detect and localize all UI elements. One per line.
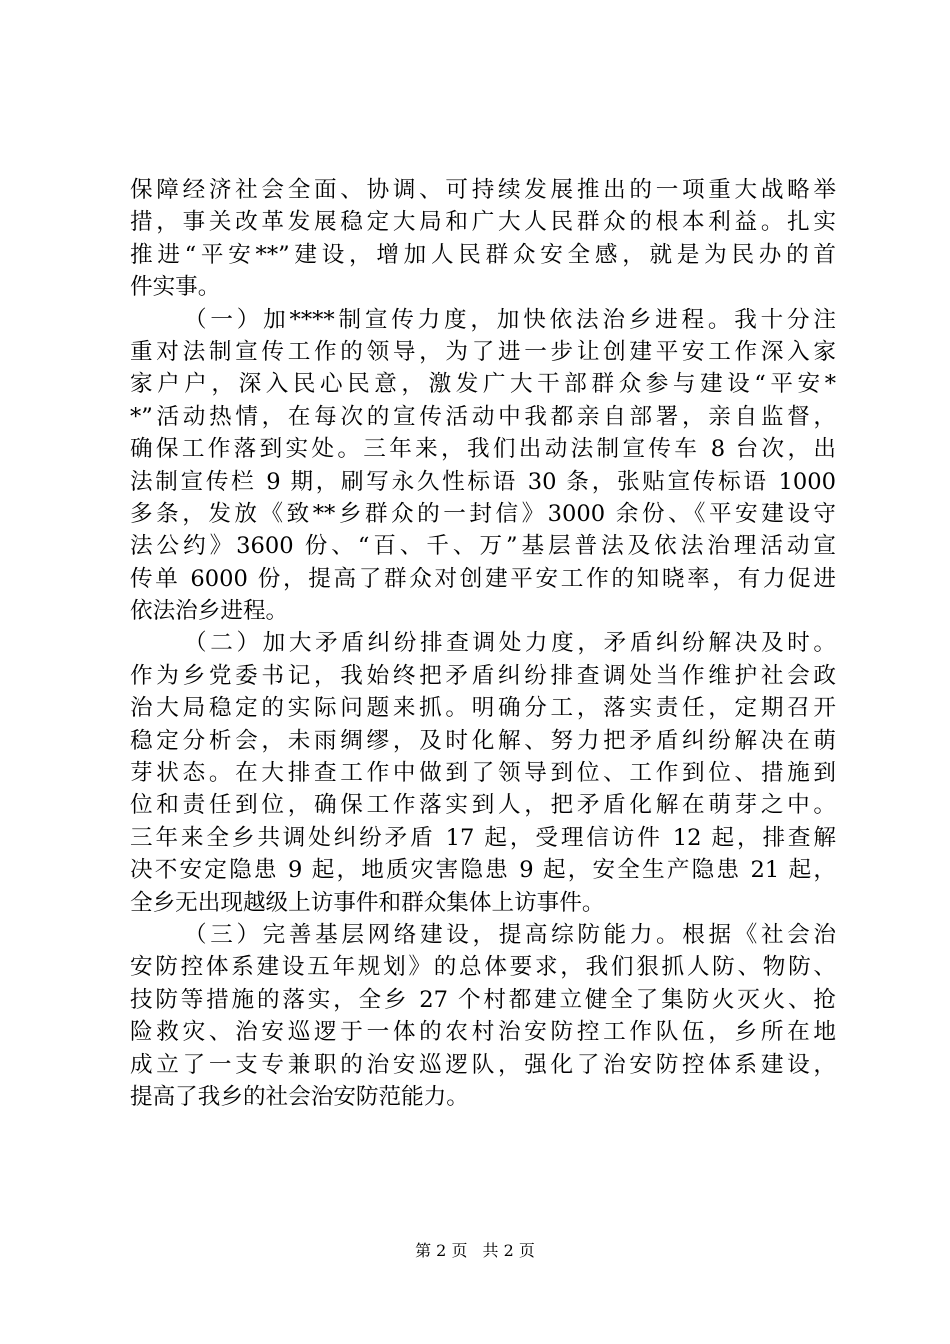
text-line: （一）加****制宣传力度，加快依法治乡进程。我十分注 bbox=[184, 306, 836, 333]
text-line: （三）完善基层网络建设，提高综防能力。根据《社会治 bbox=[184, 921, 836, 948]
text-line: 法制宣传栏 9 期，刷写永久性标语 30 条，张贴宣传标语 1000 bbox=[130, 468, 836, 495]
text-line: 位和责任到位，确保工作落实到人，把矛盾化解在萌芽之中。 bbox=[130, 792, 836, 819]
text-line: 作为乡党委书记，我始终把矛盾纠纷排查调处当作维护社会政 bbox=[130, 662, 836, 689]
text-line: 成立了一支专兼职的治安巡逻队，强化了治安防控体系建设， bbox=[130, 1051, 836, 1078]
text-line: 芽状态。在大排查工作中做到了领导到位、工作到位、措施到 bbox=[130, 760, 836, 787]
text-line: 依法治乡进程。 bbox=[130, 598, 289, 625]
document-body bbox=[130, 174, 836, 1113]
text-line: 家户户，深入民心民意，激发广大干部群众参与建设“平安* bbox=[130, 371, 836, 398]
text-line: 稳定分析会，未雨绸缪，及时化解、努力把矛盾纠纷解决在萌 bbox=[130, 727, 836, 754]
text-line: 三年来全乡共调处纠纷矛盾 17 起，受理信访件 12 起，排查解 bbox=[130, 824, 836, 851]
page-footer bbox=[0, 1240, 950, 1262]
text-line: 多条，发放《致**乡群众的一封信》3000 余份、《平安建设守 bbox=[130, 500, 836, 527]
page-total: 共 2 页 bbox=[482, 1241, 535, 1260]
text-line: 推进“平安**”建设，增加人民群众安全感，就是为民办的首 bbox=[130, 241, 836, 268]
text-line: 提高了我乡的社会治安防范能力。 bbox=[130, 1083, 469, 1110]
text-line: 决不安定隐患 9 起，地质灾害隐患 9 起，安全生产隐患 21 起， bbox=[130, 857, 836, 884]
text-line: 件实事。 bbox=[130, 274, 221, 301]
text-line: 全乡无出现越级上访事件和群众集体上访事件。 bbox=[130, 889, 605, 916]
text-line: 安防控体系建设五年规划》的总体要求，我们狠抓人防、物防、 bbox=[130, 954, 836, 981]
text-line: 保障经济社会全面、协调、可持续发展推出的一项重大战略举 bbox=[130, 177, 836, 203]
text-line: 治大局稳定的实际问题来抓。明确分工，落实责任，定期召开 bbox=[130, 695, 836, 722]
text-line: *”活动热情，在每次的宣传活动中我都亲自部署，亲自监督， bbox=[130, 403, 836, 430]
text-line: 传单 6000 份，提高了群众对创建平安工作的知晓率，有力促进 bbox=[130, 565, 836, 592]
text-line: 法公约》3600 份、“百、千、万”基层普法及依法治理活动宣 bbox=[130, 533, 836, 560]
text-line: 险救灾、治安巡逻于一体的农村治安防控工作队伍，乡所在地 bbox=[130, 1019, 836, 1046]
text-line: 技防等措施的落实，全乡 27 个村都建立健全了集防火灭火、抢 bbox=[130, 986, 836, 1013]
text-line: 重对法制宣传工作的领导，为了进一步让创建平安工作深入家 bbox=[130, 338, 836, 365]
page-number: 第 2 页 bbox=[415, 1241, 468, 1260]
text-line: （二）加大矛盾纠纷排查调处力度，矛盾纠纷解决及时。 bbox=[184, 630, 836, 657]
text-line: 措，事关改革发展稳定大局和广大人民群众的根本利益。扎实 bbox=[130, 209, 836, 236]
text-line: 确保工作落到实处。三年来，我们出动法制宣传车 8 台次，出 bbox=[130, 436, 836, 463]
